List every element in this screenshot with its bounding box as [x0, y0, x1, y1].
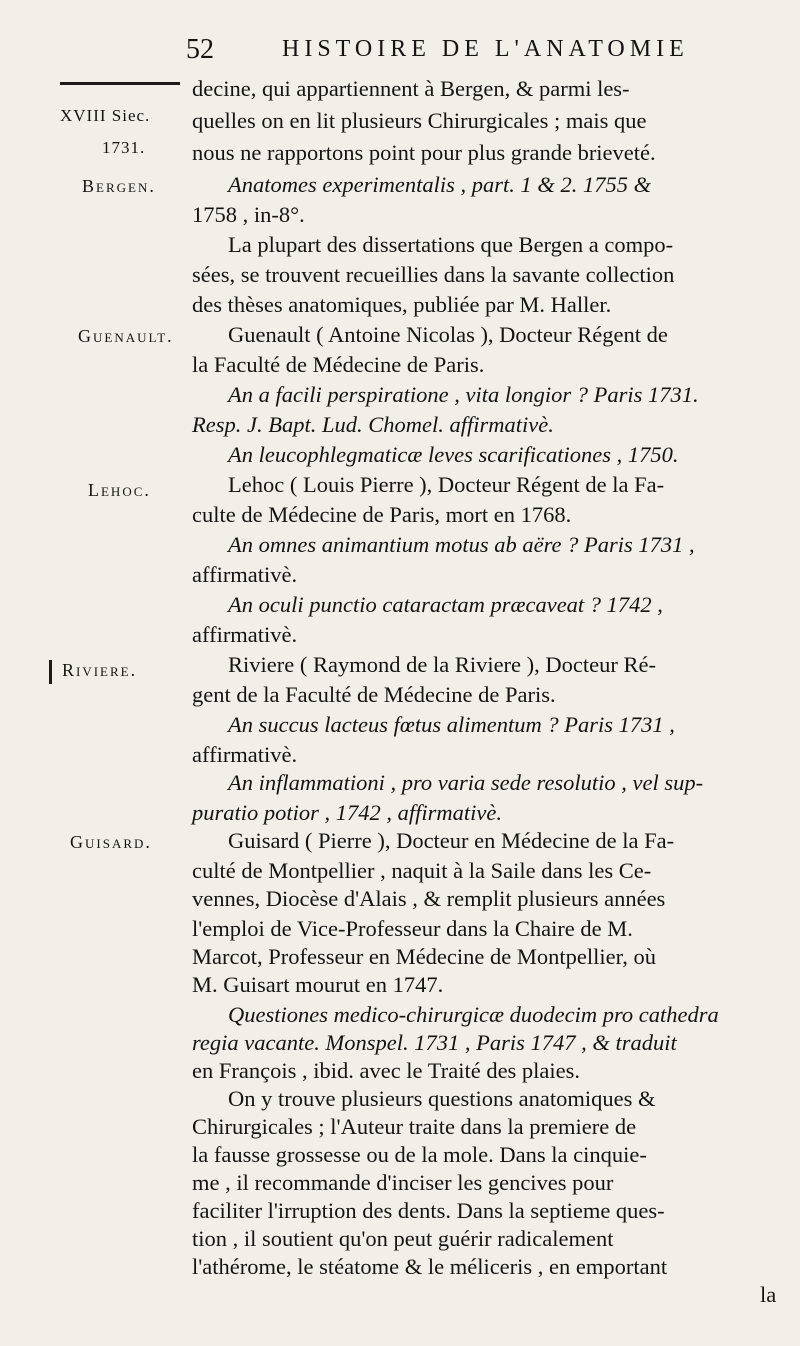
text-line: An inflammationi , pro varia sede resolutio , vel sup-: [228, 770, 704, 795]
text-line: Riviere ( Raymond de la Riviere ), Docteur Ré-: [228, 652, 656, 677]
margin-rule: [60, 82, 180, 85]
text-line: An a facili perspiratione , vita longior ? Paris 1731.: [228, 382, 699, 407]
text-line: regia vacante. Monspel. 1731 , Paris 1747 , & traduit: [192, 1030, 677, 1055]
text-line: affirmativè.: [192, 622, 298, 647]
text-line: culté de Montpellier , naquit à la Saile dans les Ce-: [192, 858, 652, 883]
margin-author-lehoc: Lehoc.: [88, 480, 151, 500]
text-line: affirmativè.: [192, 742, 298, 767]
text-line: An succus lacteus fœtus alimentum ? Paris 1731 ,: [228, 712, 675, 737]
margin-author-guenault: Guenault.: [78, 326, 174, 346]
text-line: Resp. J. Bapt. Lud. Chomel. affirmativè.: [192, 412, 554, 437]
page-header: [186, 30, 746, 70]
text-line: gent de la Faculté de Médecine de Paris.: [192, 682, 556, 707]
text-line: An leucophlegmaticæ leves scarificationes , 1750.: [228, 442, 679, 467]
text-line: affirmativè.: [192, 562, 298, 587]
text-line: la fausse grossesse ou de la mole. Dans la cinquie-: [192, 1142, 647, 1167]
margin-bar: [49, 660, 52, 684]
text-line: 1758 , in-8°.: [192, 202, 305, 227]
text-line: en François , ibid. avec le Traité des plaies.: [192, 1058, 581, 1083]
text-line: On y trouve plusieurs questions anatomiques &: [228, 1086, 656, 1111]
text-line: Questiones medico-chirurgicæ duodecim pro cathedra: [228, 1002, 719, 1027]
text-line: culte de Médecine de Paris, mort en 1768.: [192, 502, 572, 527]
text-line: Guisard ( Pierre ), Docteur en Médecine de la Fa-: [228, 828, 675, 853]
text-line: des thèses anatomiques, publiée par M. Haller.: [192, 292, 612, 317]
text-line: Chirurgicales ; l'Auteur traite dans la premiere de: [192, 1114, 637, 1139]
text-line: vennes, Diocèse d'Alais , & remplit plusieurs années: [192, 886, 666, 911]
text-line: l'athérome, le stéatome & le méliceris , en emportant: [192, 1254, 668, 1279]
text-line: faciliter l'irruption des dents. Dans la septieme ques-: [192, 1198, 665, 1223]
running-head: HISTOIRE DE L'ANATOMIE: [282, 36, 689, 62]
margin-author-guisard: Guisard.: [70, 832, 152, 852]
text-line: An omnes animantium motus ab aëre ? Paris 1731 ,: [228, 532, 695, 557]
text-line: Anatomes experimentalis , part. 1 & 2. 1755 &: [228, 172, 652, 197]
text-line: An oculi punctio cataractam præcaveat ? 1742 ,: [228, 592, 663, 617]
text-line: sées, se trouvent recueillies dans la savante collection: [192, 262, 675, 287]
text-line: me , il recommande d'inciser les gencives pour: [192, 1170, 614, 1195]
text-line: tion , il soutient qu'on peut guérir radicalement: [192, 1226, 614, 1251]
text-line: M. Guisart mourut en 1747.: [192, 972, 444, 997]
text-line: la Faculté de Médecine de Paris.: [192, 352, 485, 377]
margin-year: 1731.: [102, 138, 146, 157]
margin-century: XVIII Siec.: [60, 106, 151, 125]
text-line: Guenault ( Antoine Nicolas ), Docteur Régent de: [228, 322, 668, 347]
catchword: la: [760, 1282, 777, 1307]
text-line: La plupart des dissertations que Bergen a compo-: [228, 232, 674, 257]
margin-author-bergen: Bergen.: [82, 176, 156, 196]
text-line: l'emploi de Vice-Professeur dans la Chaire de M.: [192, 916, 633, 941]
text-line: puratio potior , 1742 , affirmativè.: [192, 800, 503, 825]
text-line: Lehoc ( Louis Pierre ), Docteur Régent de la Fa-: [228, 472, 665, 497]
text-line: quelles on en lit plusieurs Chirurgicales ; mais que: [192, 108, 647, 133]
text-line: Marcot, Professeur en Médecine de Montpellier, où: [192, 944, 656, 969]
margin-author-riviere: Riviere.: [62, 660, 138, 680]
text-line: decine, qui appartiennent à Bergen, & parmi les-: [192, 76, 630, 101]
page-number: 52: [186, 34, 214, 65]
text-line: nous ne rapportons point pour plus grande brieveté.: [192, 140, 656, 165]
